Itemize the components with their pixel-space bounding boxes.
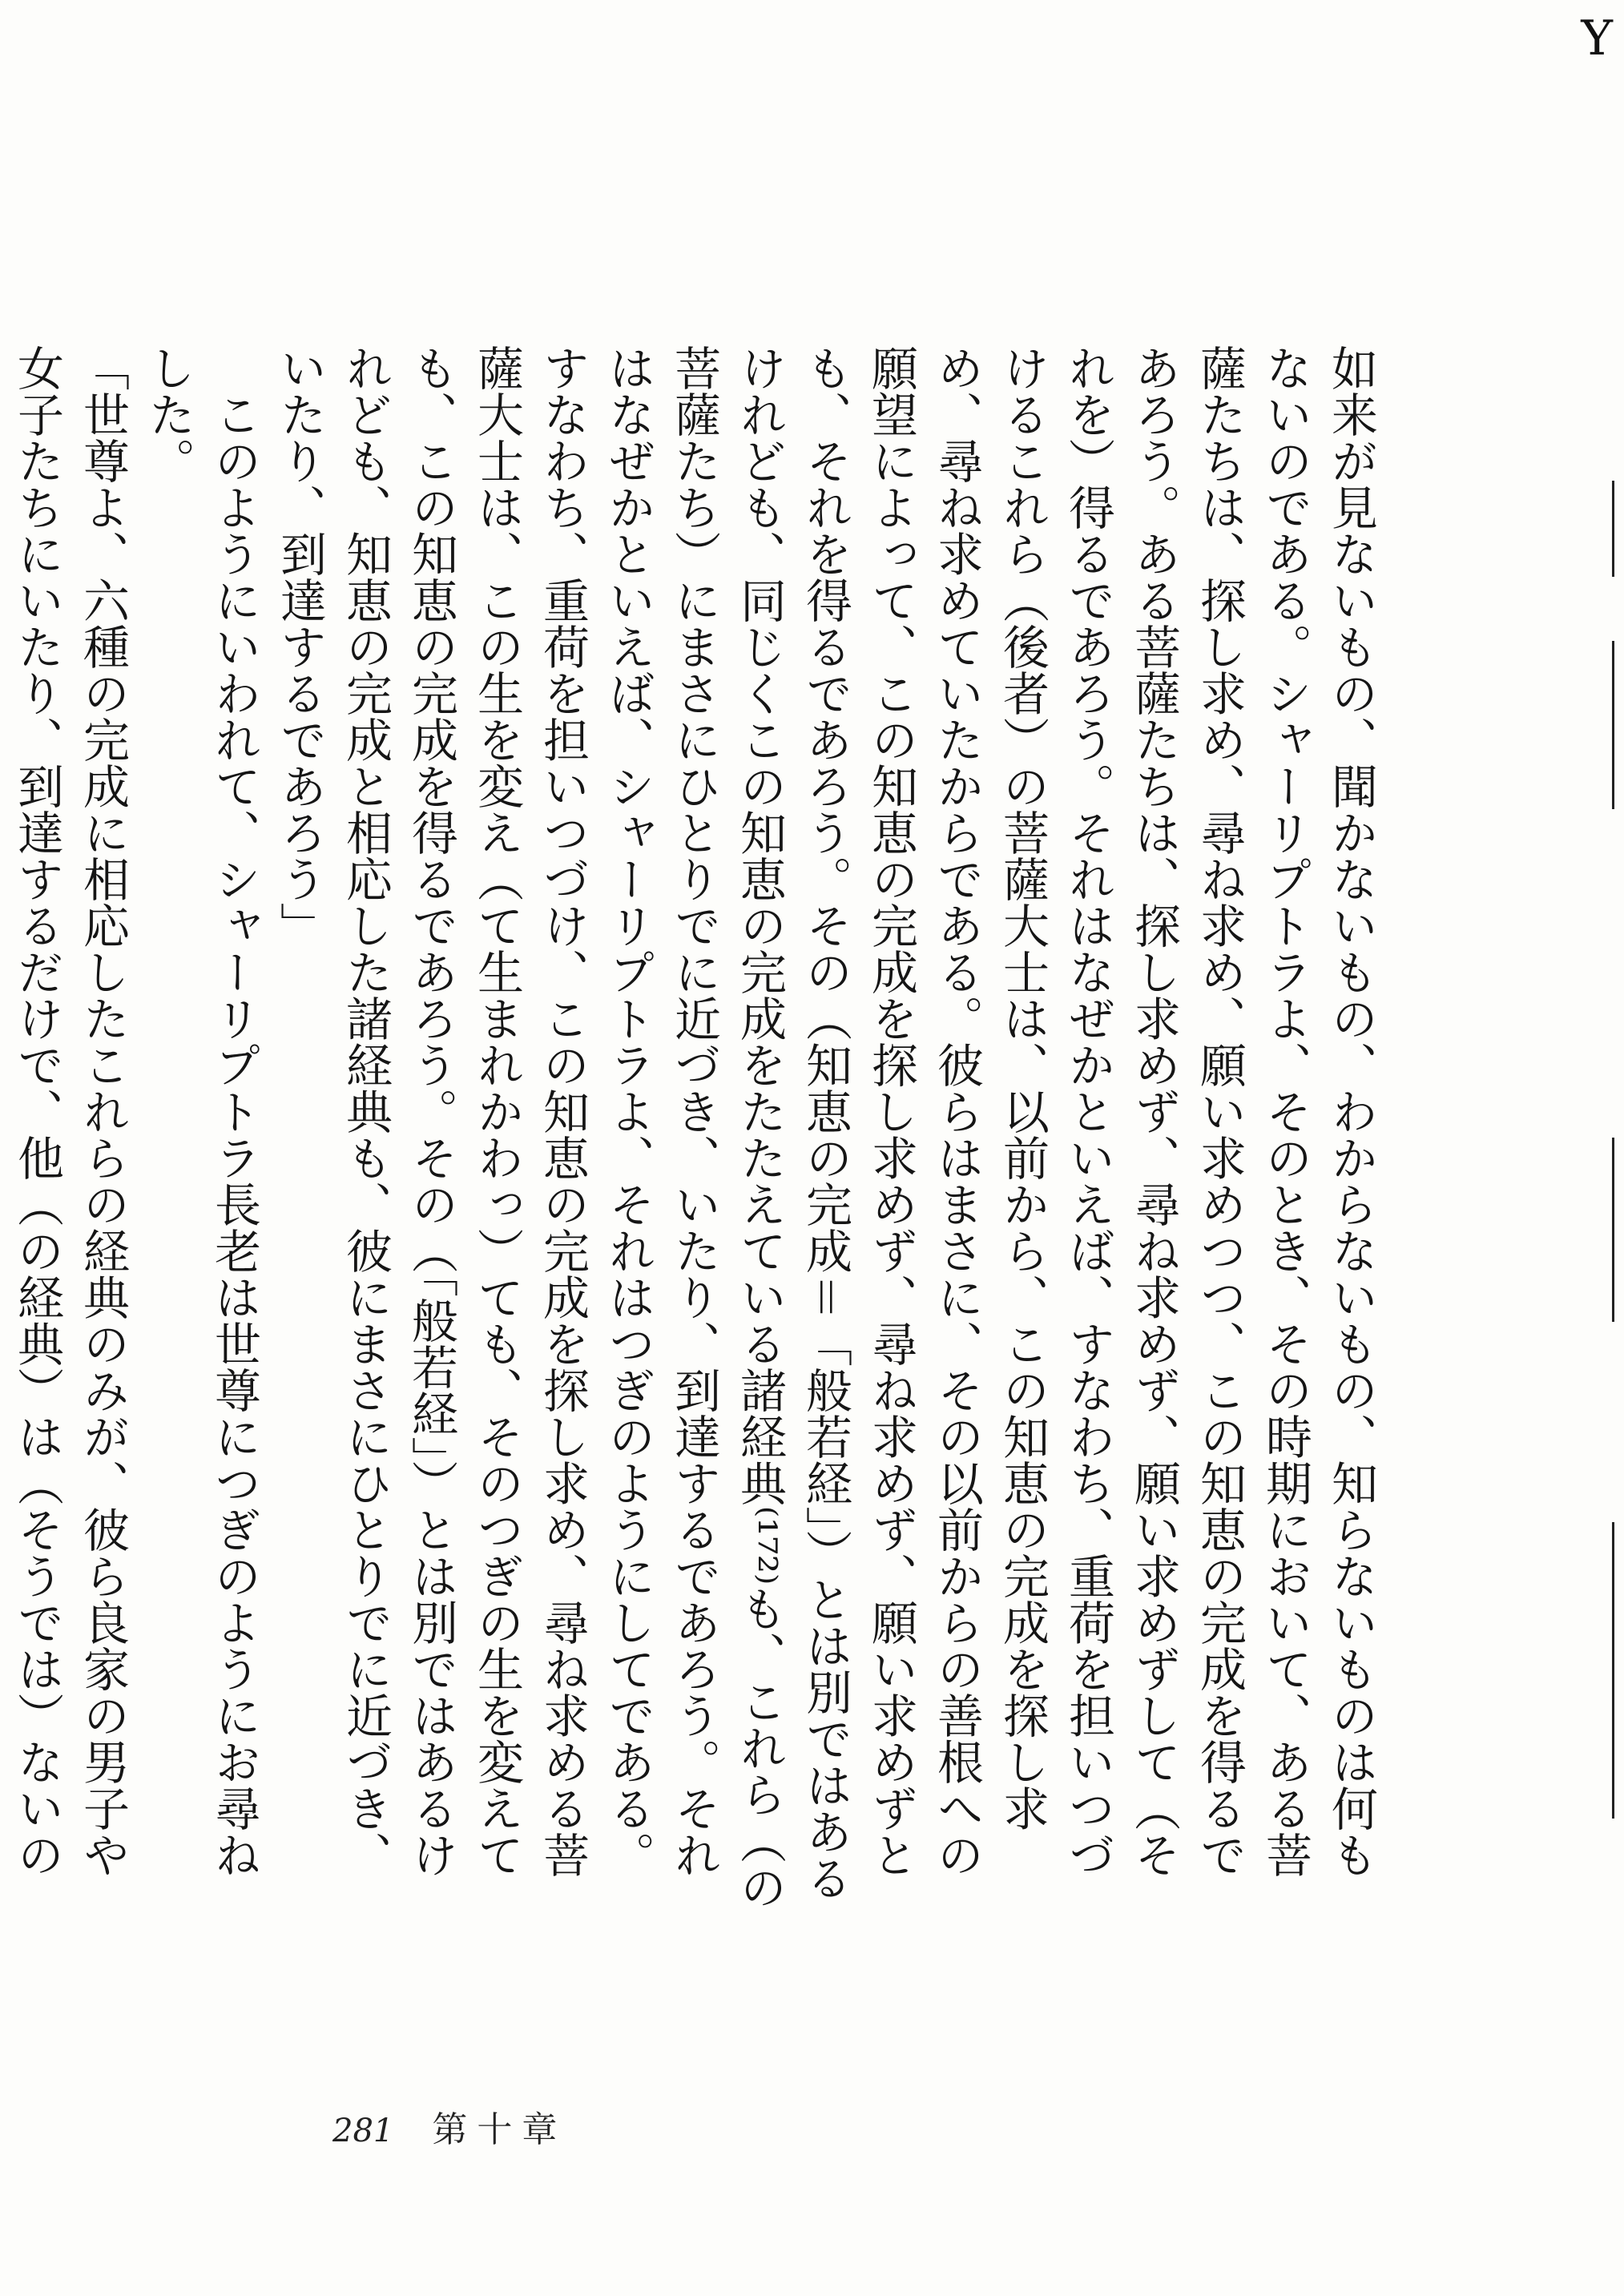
page-footer	[332, 2101, 566, 2152]
scan-edge-mark	[1612, 641, 1614, 809]
scan-edge-mark	[1612, 1138, 1614, 1322]
scan-edge-mark	[1612, 1522, 1614, 1819]
scan-corner-mark: Y	[1581, 10, 1613, 66]
paragraph-1: 如来が見ないもの、聞かないもの、わからないもの、知らないものは何もないのである。シャーリプトラよ、そのとき、その時期において、ある菩薩たちは、探し求め、尋ね求め、願い求めつつ、この知恵の完成を得るであろう。ある菩薩たちは、探し求めず、尋ね求めず、願い求めずして（それを）得るであろう。それはなぜかといえば、すなわち、重荷を担いつづけるこれら（後者）の菩薩大士は、以前から、この知恵の完成を探し求め、尋ね求めていたからである。彼らはまさに、その以前からの善根への願望によって、この知恵の完成を探し求めず、尋ね求めず、願い求めずとも、それを得るであろう。その（知恵の完成＝「般若経」）とは別ではあるけれども、同じくこの知恵の完成をたたえている諸経典⁽¹⁷²⁾も、これら（の菩薩たち）にまさにひとりでに近づき、いたり、到達するであろう。それはなぜかといえば、シャーリプトラよ、それはつぎのようにしてである。すなわち、重荷を担いつづけ、この知恵の完成を探し求め、尋ね求める菩薩大士は、この生を変え（て生まれかわっ）ても、そのつぎの生を変えても、この知恵の完成を得るであろう。その（「般若経」）とは別ではあるけれども、知恵の完成と相応した諸経典も、彼にまさにひとりでに近づき、いたり、到達するであろう」	[272, 344, 1378, 1911]
scan-edge-mark	[1612, 481, 1614, 577]
paragraph-2: このようにいわれて、シャーリプトラ長老は世尊につぎのようにお尋ねした。	[141, 344, 261, 1878]
paragraph-3: 「世尊よ、六種の完成に相応したこれらの経典のみが、彼ら良家の男子や女子たちにいたり、到達するだけで、他（の経典）は（そうでは）ないの	[10, 344, 130, 1878]
vertical-body-text	[10, 344, 1384, 1915]
page-number: 281	[332, 2113, 394, 2149]
chapter-label: 第十章	[432, 2109, 567, 2150]
